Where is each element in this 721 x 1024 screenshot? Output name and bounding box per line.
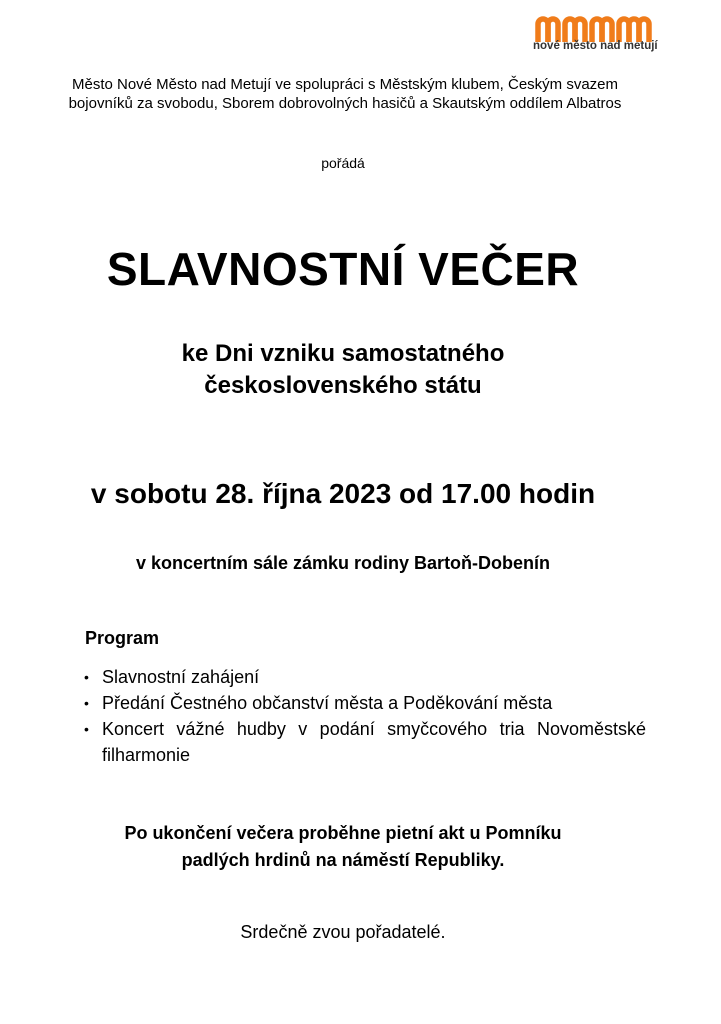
logo-caption: nové město nad metují — [533, 40, 658, 52]
program-item-text: Předání Čestného občanství města a Poděkování města — [102, 693, 553, 713]
organizes-text: pořádá — [321, 155, 365, 171]
nmm-logo-mark — [520, 16, 680, 42]
event-title: SLAVNOSTNÍ VEČER — [106, 243, 580, 295]
bullet-icon: • — [84, 721, 89, 737]
closing-line-2: padlých hrdinů na náměstí Republiky. — [181, 850, 505, 870]
program-item — [84, 664, 646, 690]
closing-line-1: Po ukončení večera proběhne pietní akt u Pomníku — [124, 823, 562, 843]
program-list — [84, 664, 646, 768]
program-item-text: Slavnostní zahájení — [102, 667, 260, 687]
closing-text — [0, 820, 686, 874]
program-item-text: Koncert vážné hudby v podání smyčcového tria Novoměstské filharmonie — [102, 719, 646, 765]
program-heading: Program — [85, 628, 160, 648]
event-date: v sobotu 28. října 2023 od 17.00 hodin — [90, 478, 596, 509]
invitation-text: Srdečně zvou pořadatelé. — [240, 922, 446, 942]
bullet-icon: • — [84, 695, 89, 711]
subtitle-line-2: československého státu — [204, 372, 482, 399]
town-logo — [520, 16, 680, 42]
organizers-text: Město Nové Město nad Metují ve spolupráci s Městským klubem, Českým svazem bojovníků za svobodu, Sborem dobrovolných hasičů a Skautským oddílem Albatros — [68, 76, 622, 112]
program-item — [84, 690, 646, 716]
program-item — [84, 716, 646, 768]
event-subtitle — [0, 338, 686, 402]
event-venue: v koncertním sále zámku rodiny Bartoň-Dobenín — [135, 553, 551, 573]
bullet-icon: • — [84, 669, 89, 685]
subtitle-line-1: ke Dni vzniku samostatného — [181, 340, 505, 367]
